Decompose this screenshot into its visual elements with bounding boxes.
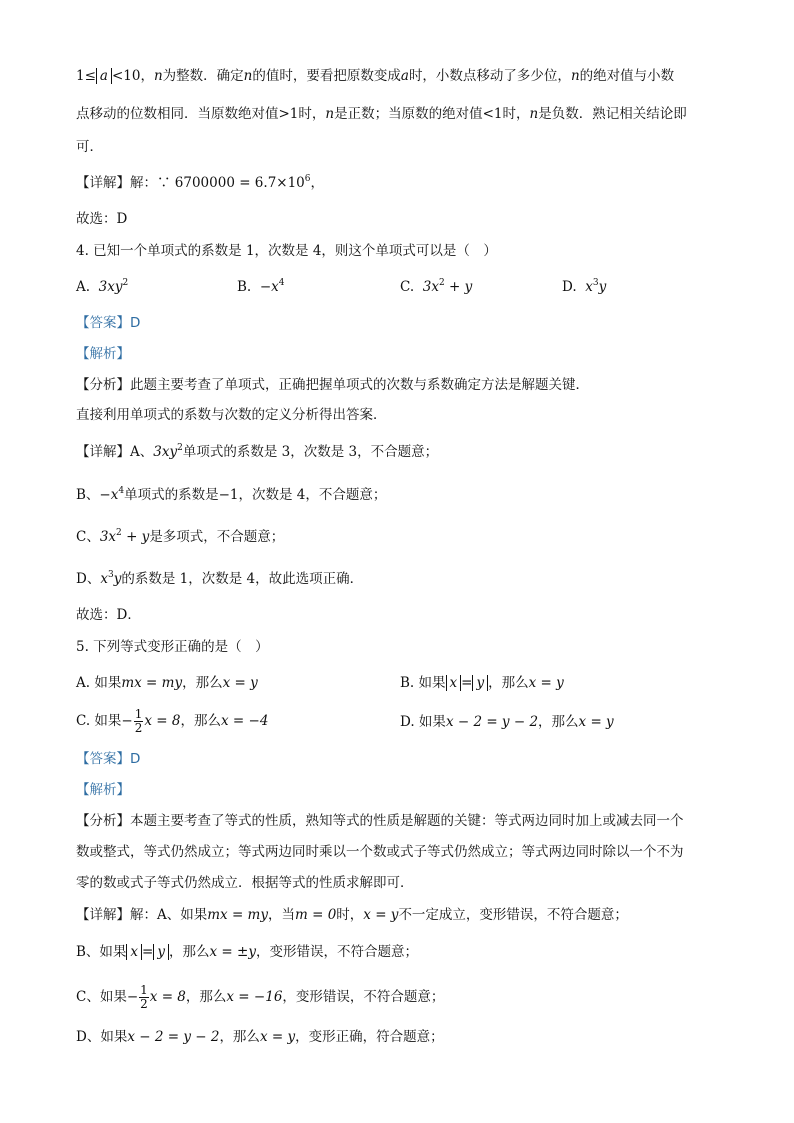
math: 3xy [98, 279, 123, 295]
text: 是多项式，不合题意； [149, 529, 285, 545]
q5-analysis-heading: 【解析】 [76, 782, 130, 798]
q5-analysis-1: 【分析】本题主要考查了等式的性质，熟知等式的性质是解题的关键：等式两边同时加上或减去同一个 [76, 813, 684, 829]
abs-x: x [446, 675, 462, 691]
q5-detail-a [76, 905, 628, 925]
var-n: n [325, 106, 335, 122]
text: 【详解】解：∵ 6700000 = 6.7×10 [76, 175, 305, 191]
text: 点移动的位数相同．当原数绝对值>1时， [76, 106, 326, 122]
text: 单项式的系数是 3，次数是 3，不合题意； [182, 444, 439, 460]
q4-detail-c [76, 527, 284, 547]
abs-a: a [96, 68, 112, 84]
q5-detail-b [76, 942, 418, 962]
label: A. [76, 279, 91, 295]
text: <10， [111, 68, 154, 84]
text: ，变形错误，不符合题意； [282, 989, 445, 1005]
var-n: n [153, 68, 163, 84]
equals: = [461, 675, 473, 691]
math: mx = my [207, 907, 268, 923]
fraction [139, 984, 149, 1011]
q5-detail-d [76, 1027, 444, 1047]
q4-choice: 故选：D． [76, 607, 141, 623]
text: ，当 [268, 907, 295, 923]
text: ， [310, 175, 325, 191]
abs-y: y [472, 675, 488, 691]
math: m = 0 [295, 907, 337, 923]
var-n: n [570, 68, 580, 84]
q4-analysis-heading: 【解析】 [76, 346, 130, 362]
math: 3x [99, 529, 117, 545]
math: −x [259, 279, 279, 295]
text: ，变形正确，符合题意； [295, 1029, 444, 1045]
exponent: 3 [107, 570, 114, 580]
denominator: 2 [134, 721, 143, 735]
text: ，那么 [182, 675, 223, 691]
fraction [134, 708, 144, 735]
q4-detail-b [76, 485, 386, 505]
q4-analysis-2: 直接利用单项式的系数与次数的定义分析得出答案． [76, 407, 387, 423]
text: 【详解】A、 [76, 444, 154, 460]
math: x = 8 [144, 713, 181, 729]
text: C、如果− [76, 989, 139, 1005]
math: x = 8 [149, 989, 186, 1005]
denominator: 2 [140, 997, 148, 1011]
text: ，变形错误，不符合题意； [255, 944, 418, 960]
abs-y: y [153, 944, 169, 960]
q5-stem: 5. 下列等式变形正确的是（ ） [76, 639, 269, 655]
text: 不一定成立，变形错误，不符合题意； [398, 907, 628, 923]
text: B、 [76, 487, 100, 503]
text: 的值时，要看把原数变成 [252, 68, 401, 84]
math: + y [121, 529, 150, 545]
text: ，那么 [219, 1029, 260, 1045]
q5-analysis-2: 数或整式，等式仍然成立；等式两边同时乘以一个数或式子等式仍然成立；等式两边同时除以一个不为 [76, 844, 684, 860]
q4-option-a [76, 277, 128, 297]
math: x = y [528, 675, 564, 691]
label: B. 如果 [400, 675, 446, 691]
math: y [598, 279, 607, 295]
text: 【详解】解：A、如果 [76, 907, 208, 923]
label: C. [400, 279, 415, 295]
exponent: 4 [278, 278, 285, 288]
math: x − 2 = y − 2 [127, 1029, 220, 1045]
math: 3x [422, 279, 439, 295]
exponent: 6 [304, 174, 311, 184]
label: D. 如果 [400, 714, 446, 730]
math: −x [99, 487, 119, 503]
q5-option-d [400, 712, 614, 732]
math: + y [444, 279, 473, 295]
q5-analysis-3: 零的数或式子等式仍然成立．根据等式的性质求解即可． [76, 875, 414, 891]
text: ，那么 [185, 989, 227, 1005]
exponent: 3 [592, 278, 599, 288]
math: x [585, 279, 593, 295]
text: 时， [336, 907, 364, 923]
text: 时，小数点移动了多少位， [408, 68, 571, 84]
math: x = ±y [209, 944, 256, 960]
q4-option-b [237, 277, 284, 297]
q5-option-c [76, 708, 268, 735]
math: x = y [578, 714, 614, 730]
math: x − 2 = y − 2 [445, 714, 539, 730]
math: y [113, 571, 122, 587]
label: C. 如果− [76, 713, 133, 729]
text: ，那么 [180, 713, 221, 729]
q4-stem: 4. 已知一个单项式的系数是 1，次数是 4，则这个单项式可以是（ ） [76, 243, 497, 259]
text: 为整数．确定 [162, 68, 244, 84]
text: ，那么 [488, 675, 529, 691]
label: B. [237, 279, 252, 295]
math: x = −16 [226, 989, 283, 1005]
text: B、如果 [76, 944, 127, 960]
abs-x: x [126, 944, 142, 960]
prev-choice: 故选：D [76, 211, 128, 227]
q4-option-d [562, 277, 606, 297]
exponent: 2 [116, 528, 122, 538]
prev-detail [76, 173, 324, 193]
q5-detail-c [76, 984, 444, 1011]
numerator: 1 [140, 983, 148, 997]
prev-analysis-line-2 [76, 104, 687, 124]
math: mx = my [121, 675, 183, 691]
text: 是负数．熟记相关结论即 [538, 106, 687, 122]
exponent: 4 [118, 486, 125, 496]
var-n: n [529, 106, 539, 122]
exponent: 2 [438, 278, 445, 288]
text: ，那么 [538, 714, 579, 730]
text: 的绝对值与小数 [579, 68, 675, 84]
text: 1≤ [76, 68, 96, 84]
text: ，那么 [169, 944, 210, 960]
q5-option-b [400, 673, 564, 693]
math: x [100, 571, 108, 587]
text: D、如果 [76, 1029, 128, 1045]
text: 单项式的系数是−1，次数是 4，不合题意； [124, 487, 387, 503]
math: x = y [222, 675, 258, 691]
text: 的系数是 1，次数是 4，故此选项正确． [121, 571, 364, 587]
prev-analysis-line-3: 可． [76, 139, 103, 155]
math: 3xy [153, 444, 178, 460]
var-n: n [243, 68, 253, 84]
text: D、 [76, 571, 101, 587]
q4-detail-d [76, 569, 363, 589]
var-a: a [400, 68, 409, 84]
math: x = −4 [221, 713, 269, 729]
q5-answer: 【答案】D [76, 751, 141, 767]
text: C、 [76, 529, 100, 545]
exponent: 2 [122, 278, 129, 288]
text: 是正数；当原数的绝对值<1时， [334, 106, 530, 122]
math: x = y [363, 907, 399, 923]
equals: = [142, 944, 154, 960]
prev-analysis-line-1 [76, 66, 674, 86]
q4-answer: 【答案】D [76, 315, 141, 331]
q4-analysis-1: 【分析】此题主要考查了单项式，正确把握单项式的次数与系数确定方法是解题关键． [76, 377, 589, 393]
exponent: 2 [177, 443, 183, 453]
label: D. [562, 279, 577, 295]
q5-option-a [76, 673, 258, 693]
math: x = y [259, 1029, 296, 1045]
label: A. 如果 [76, 675, 122, 691]
q4-option-c [400, 277, 472, 297]
q4-detail-a [76, 442, 438, 462]
numerator: 1 [134, 707, 143, 721]
